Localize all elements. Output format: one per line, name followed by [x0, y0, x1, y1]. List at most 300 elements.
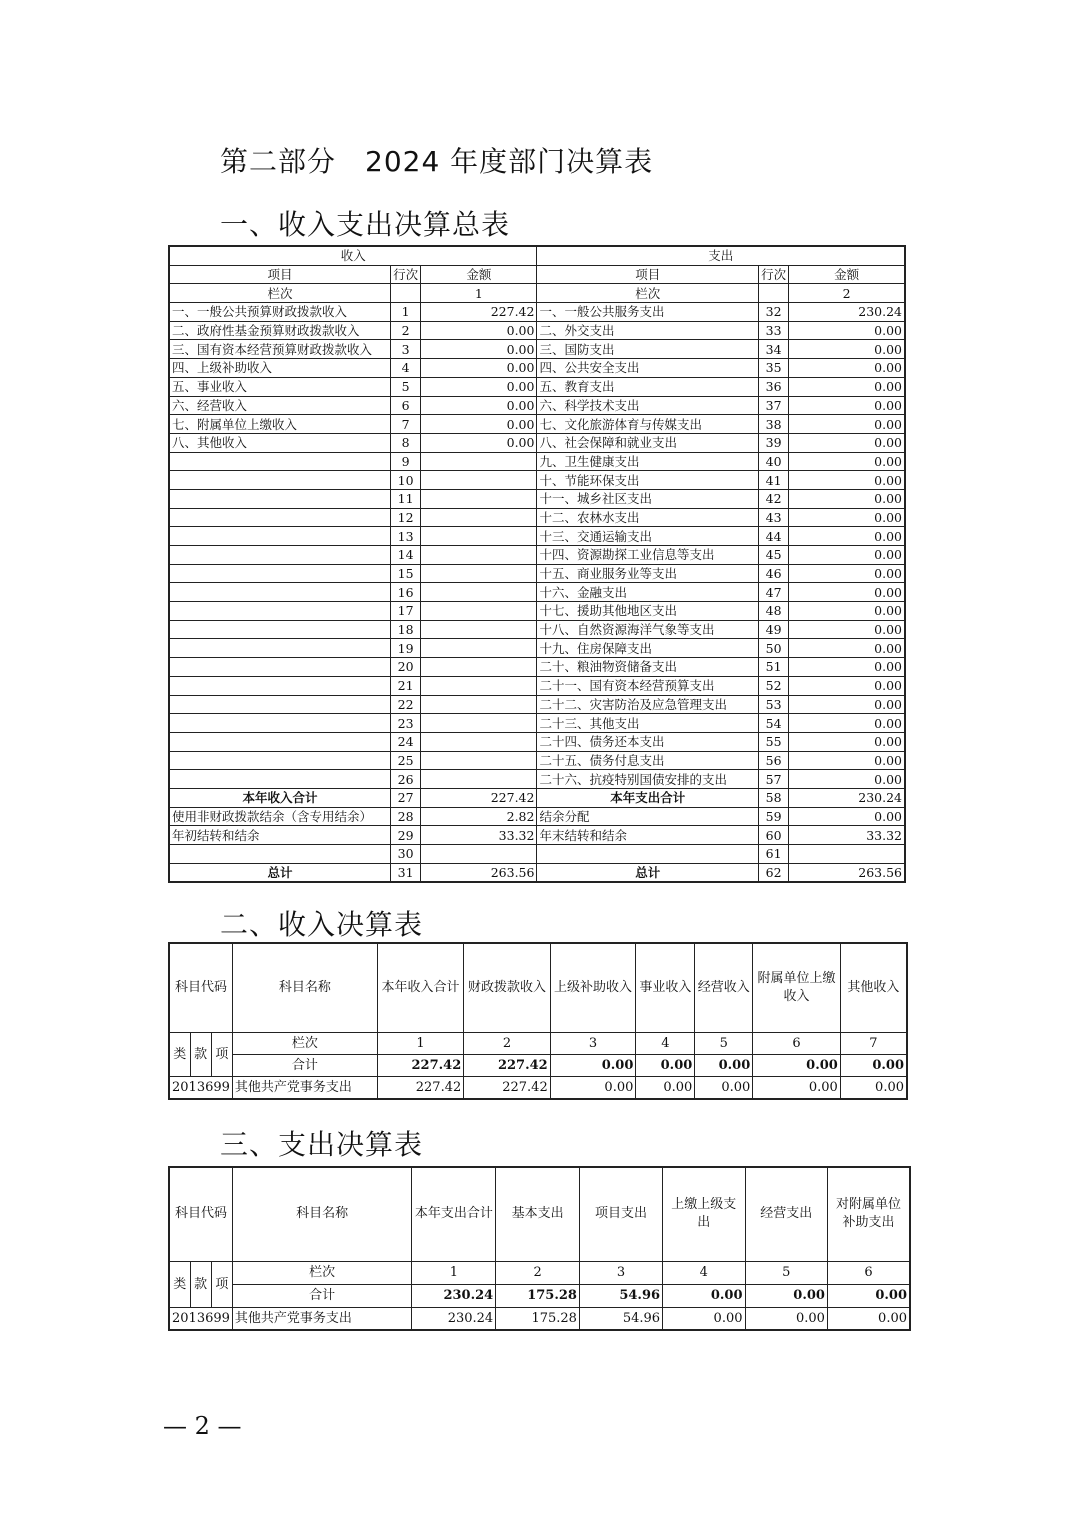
code-header: 科目代码	[169, 1167, 232, 1261]
row-code: 2013699	[169, 1307, 232, 1330]
summary-cell-ex-amt	[789, 845, 905, 864]
summary-cell-ex-item: 二、外交支出	[537, 321, 759, 340]
summary-cell-in-no: 14	[391, 546, 421, 565]
summary-cell-in-no: 10	[391, 471, 421, 490]
summary-cell-ex-no: 46	[759, 564, 789, 583]
summary-row	[169, 359, 905, 378]
col-lanci: 栏次	[169, 284, 391, 303]
col-amount: 金额	[421, 265, 537, 284]
summary-cell-in-item: 五、事业收入	[169, 377, 391, 396]
col-line: 行次	[391, 265, 421, 284]
row-value: 227.42	[464, 1077, 550, 1099]
col-item: 项目	[169, 265, 391, 284]
col-header: 附属单位上缴收入	[753, 943, 841, 1033]
summary-cell-ex-no: 62	[759, 863, 789, 882]
summary-cell-ex-amt: 0.00	[789, 359, 905, 378]
summary-cell-ex-amt: 0.00	[789, 639, 905, 658]
summary-cell-ex-item: 十一、城乡社区支出	[537, 489, 759, 508]
summary-cell-in-item: 六、经营收入	[169, 396, 391, 415]
summary-cell-ex-amt: 0.00	[789, 807, 905, 826]
row-value: 175.28	[496, 1307, 580, 1330]
summary-row	[169, 546, 905, 565]
summary-cell-in-no: 20	[391, 658, 421, 677]
summary-cell-ex-no: 44	[759, 527, 789, 546]
summary-cell-in-item	[169, 508, 391, 527]
summary-cell-ex-no: 54	[759, 714, 789, 733]
summary-cell-ex-amt: 0.00	[789, 714, 905, 733]
col-header: 经营支出	[745, 1167, 827, 1261]
col-header: 本年收入合计	[377, 943, 463, 1033]
summary-cell-ex-item: 十三、交通运输支出	[537, 527, 759, 546]
summary-cell-ex-amt: 0.00	[789, 546, 905, 565]
summary-cell-in-item: 三、国有资本经营预算财政拨款收入	[169, 340, 391, 359]
summary-cell-ex-item: 二十、粮油物资储备支出	[537, 658, 759, 677]
summary-cell-in-amt: 0.00	[421, 340, 537, 359]
summary-cell-ex-no: 41	[759, 471, 789, 490]
col-num: 5	[695, 1033, 753, 1055]
summary-cell-in-amt	[421, 695, 537, 714]
summary-cell-in-no: 5	[391, 377, 421, 396]
total-value: 0.00	[695, 1055, 753, 1077]
summary-cell-in-amt	[421, 583, 537, 602]
summary-cell-in-item: 八、其他收入	[169, 433, 391, 452]
summary-cell-ex-item: 十二、农林水支出	[537, 508, 759, 527]
income-header: 收入	[169, 246, 537, 265]
total-value: 230.24	[412, 1284, 496, 1307]
section2-title: 二、收入决算表	[220, 908, 424, 941]
summary-row	[169, 583, 905, 602]
summary-cell-in-no: 6	[391, 396, 421, 415]
summary-cell-in-amt: 0.00	[421, 321, 537, 340]
summary-cell-ex-amt: 0.00	[789, 471, 905, 490]
summary-cell-ex-amt: 0.00	[789, 452, 905, 471]
summary-cell-in-amt	[421, 471, 537, 490]
col-header: 上级补助收入	[550, 943, 636, 1033]
summary-cell-in-no: 24	[391, 732, 421, 751]
summary-cell-ex-item	[537, 845, 759, 864]
summary-row	[169, 303, 905, 322]
summary-cell-in-amt: 0.00	[421, 433, 537, 452]
summary-cell-ex-amt: 0.00	[789, 564, 905, 583]
summary-row	[169, 639, 905, 658]
total-label: 合计	[232, 1284, 412, 1307]
summary-cell-ex-item: 三、国防支出	[537, 340, 759, 359]
summary-cell-in-no: 13	[391, 527, 421, 546]
summary-cell-in-amt: 227.42	[421, 303, 537, 322]
summary-cell-ex-no: 57	[759, 770, 789, 789]
summary-cell-in-no: 28	[391, 807, 421, 826]
total-label: 合计	[232, 1055, 377, 1077]
summary-cell-ex-amt: 0.00	[789, 695, 905, 714]
summary-cell-in-item	[169, 845, 391, 864]
summary-row	[169, 695, 905, 714]
code-header: 科目代码	[169, 943, 232, 1033]
part-title: 第二部分 2024 年度部门决算表	[220, 145, 654, 178]
expense-final-table	[168, 1166, 911, 1331]
summary-row	[169, 602, 905, 621]
summary-cell-in-no: 18	[391, 620, 421, 639]
summary-cell-in-no: 29	[391, 826, 421, 845]
row-name: 其他共产党事务支出	[232, 1307, 412, 1330]
col-amount: 金额	[789, 265, 905, 284]
col-num: 1	[377, 1033, 463, 1055]
summary-cell-ex-amt: 0.00	[789, 433, 905, 452]
row-value: 230.24	[412, 1307, 496, 1330]
summary-cell-in-no: 15	[391, 564, 421, 583]
col-num: 4	[663, 1261, 745, 1284]
col-item: 项目	[537, 265, 759, 284]
summary-cell-ex-no: 39	[759, 433, 789, 452]
total-value: 227.42	[377, 1055, 463, 1077]
col-line: 行次	[759, 265, 789, 284]
summary-cell-ex-amt: 0.00	[789, 602, 905, 621]
income-expense-summary-table	[168, 245, 906, 883]
summary-cell-in-amt	[421, 452, 537, 471]
summary-cell-ex-amt: 0.00	[789, 508, 905, 527]
summary-cell-ex-amt: 0.00	[789, 321, 905, 340]
summary-cell-in-amt	[421, 714, 537, 733]
summary-cell-ex-no: 35	[759, 359, 789, 378]
summary-cell-in-amt	[421, 676, 537, 695]
summary-cell-ex-no: 53	[759, 695, 789, 714]
summary-cell-ex-no: 52	[759, 676, 789, 695]
total-value: 0.00	[745, 1284, 827, 1307]
col-num: 6	[827, 1261, 910, 1284]
summary-cell-ex-item: 二十一、国有资本经营预算支出	[537, 676, 759, 695]
row-code: 2013699	[169, 1077, 232, 1099]
summary-row	[169, 714, 905, 733]
row-name: 其他共产党事务支出	[232, 1077, 377, 1099]
summary-cell-ex-amt: 0.00	[789, 527, 905, 546]
summary-cell-ex-no: 59	[759, 807, 789, 826]
summary-row	[169, 377, 905, 396]
summary-row	[169, 508, 905, 527]
summary-cell-in-no: 27	[391, 788, 421, 807]
summary-cell-ex-item: 十八、自然资源海洋气象等支出	[537, 620, 759, 639]
col-num: 5	[745, 1261, 827, 1284]
summary-cell-in-amt	[421, 770, 537, 789]
summary-cell-in-item	[169, 658, 391, 677]
summary-cell-ex-item: 二十四、债务还本支出	[537, 732, 759, 751]
summary-cell-ex-item: 年末结转和结余	[537, 826, 759, 845]
summary-cell-ex-no: 50	[759, 639, 789, 658]
summary-cell-ex-amt: 0.00	[789, 377, 905, 396]
summary-cell-ex-amt: 0.00	[789, 620, 905, 639]
col-lanci: 栏次	[537, 284, 759, 303]
col-header: 上缴上级支出	[663, 1167, 745, 1261]
total-value: 227.42	[464, 1055, 550, 1077]
summary-cell-in-no: 8	[391, 433, 421, 452]
summary-cell-in-no: 3	[391, 340, 421, 359]
summary-row	[169, 751, 905, 770]
row-value: 0.00	[753, 1077, 841, 1099]
col-header: 经营收入	[695, 943, 753, 1033]
summary-cell-ex-item: 十五、商业服务业等支出	[537, 564, 759, 583]
summary-cell-in-item: 二、政府性基金预算财政拨款收入	[169, 321, 391, 340]
summary-cell-ex-amt: 0.00	[789, 751, 905, 770]
summary-cell-ex-item: 二十五、债务付息支出	[537, 751, 759, 770]
summary-cell-in-no: 23	[391, 714, 421, 733]
col-num: 7	[840, 1033, 907, 1055]
summary-cell-ex-no: 55	[759, 732, 789, 751]
summary-cell-in-amt: 0.00	[421, 415, 537, 434]
summary-cell-in-no: 4	[391, 359, 421, 378]
summary-cell-in-amt	[421, 639, 537, 658]
summary-cell-ex-item: 本年支出合计	[537, 788, 759, 807]
summary-cell-in-amt: 263.56	[421, 863, 537, 882]
kuan-header: 款	[190, 1261, 211, 1307]
lei-header: 类	[169, 1261, 190, 1307]
name-header: 科目名称	[232, 1167, 412, 1261]
summary-cell-in-no: 31	[391, 863, 421, 882]
summary-cell-in-no: 2	[391, 321, 421, 340]
summary-cell-in-amt: 33.32	[421, 826, 537, 845]
summary-cell-ex-amt: 0.00	[789, 658, 905, 677]
summary-row	[169, 452, 905, 471]
row-value: 0.00	[840, 1077, 907, 1099]
summary-cell-in-no: 25	[391, 751, 421, 770]
summary-cell-in-item	[169, 751, 391, 770]
section3-title: 三、支出决算表	[220, 1128, 424, 1161]
summary-cell-ex-item: 六、科学技术支出	[537, 396, 759, 415]
summary-cell-ex-no: 45	[759, 546, 789, 565]
summary-cell-in-no: 19	[391, 639, 421, 658]
summary-row	[169, 321, 905, 340]
income-final-table	[168, 942, 908, 1100]
summary-cell-in-amt	[421, 732, 537, 751]
summary-row	[169, 732, 905, 751]
summary-cell-ex-no: 60	[759, 826, 789, 845]
summary-cell-in-item	[169, 602, 391, 621]
summary-cell-in-no: 22	[391, 695, 421, 714]
section1-title: 一、收入支出决算总表	[220, 208, 511, 241]
total-value: 0.00	[550, 1055, 636, 1077]
summary-cell-ex-item: 十六、金融支出	[537, 583, 759, 602]
summary-row	[169, 845, 905, 864]
summary-cell-in-no: 12	[391, 508, 421, 527]
col-num: 2	[789, 284, 905, 303]
summary-cell-in-item	[169, 676, 391, 695]
col-header: 项目支出	[579, 1167, 662, 1261]
summary-cell-in-amt: 0.00	[421, 359, 537, 378]
row-value: 54.96	[579, 1307, 662, 1330]
summary-row	[169, 788, 905, 807]
col-num: 4	[636, 1033, 695, 1055]
summary-cell-ex-item: 十七、援助其他地区支出	[537, 602, 759, 621]
summary-cell-ex-amt: 263.56	[789, 863, 905, 882]
summary-cell-in-amt: 227.42	[421, 788, 537, 807]
summary-cell-ex-no: 38	[759, 415, 789, 434]
summary-cell-ex-item: 五、教育支出	[537, 377, 759, 396]
summary-cell-ex-item: 一、一般公共服务支出	[537, 303, 759, 322]
summary-row	[169, 489, 905, 508]
summary-row	[169, 770, 905, 789]
total-value: 0.00	[840, 1055, 907, 1077]
summary-cell-ex-item: 二十三、其他支出	[537, 714, 759, 733]
lanci-label: 栏次	[232, 1261, 412, 1284]
summary-cell-in-item	[169, 546, 391, 565]
summary-cell-in-amt	[421, 845, 537, 864]
expense-header: 支出	[537, 246, 905, 265]
summary-row	[169, 415, 905, 434]
summary-cell-in-amt	[421, 527, 537, 546]
summary-cell-in-item	[169, 770, 391, 789]
total-value: 0.00	[636, 1055, 695, 1077]
name-header: 科目名称	[232, 943, 377, 1033]
summary-cell-in-no: 17	[391, 602, 421, 621]
summary-cell-in-amt	[421, 751, 537, 770]
col-num: 1	[421, 284, 537, 303]
summary-cell-in-item: 一、一般公共预算财政拨款收入	[169, 303, 391, 322]
lanci-label: 栏次	[232, 1033, 377, 1055]
summary-cell-in-item: 本年收入合计	[169, 788, 391, 807]
row-value: 0.00	[550, 1077, 636, 1099]
kuan-header: 款	[190, 1033, 211, 1077]
summary-cell-in-no: 26	[391, 770, 421, 789]
summary-cell-in-item	[169, 639, 391, 658]
col-header: 其他收入	[840, 943, 907, 1033]
summary-cell-ex-amt: 0.00	[789, 396, 905, 415]
summary-cell-ex-amt: 0.00	[789, 732, 905, 751]
summary-row	[169, 471, 905, 490]
summary-row	[169, 620, 905, 639]
summary-cell-ex-item: 二十二、灾害防治及应急管理支出	[537, 695, 759, 714]
col-header: 基本支出	[496, 1167, 580, 1261]
summary-row	[169, 433, 905, 452]
row-value: 0.00	[695, 1077, 753, 1099]
summary-cell-ex-amt: 0.00	[789, 676, 905, 695]
summary-cell-in-item: 年初结转和结余	[169, 826, 391, 845]
col-num: 6	[753, 1033, 841, 1055]
summary-cell-ex-no: 48	[759, 602, 789, 621]
summary-cell-ex-item: 八、社会保障和就业支出	[537, 433, 759, 452]
summary-cell-in-amt: 0.00	[421, 396, 537, 415]
summary-cell-ex-no: 43	[759, 508, 789, 527]
summary-cell-ex-item: 结余分配	[537, 807, 759, 826]
summary-cell-in-amt	[421, 489, 537, 508]
summary-cell-in-amt	[421, 602, 537, 621]
summary-cell-in-item	[169, 527, 391, 546]
total-value: 54.96	[579, 1284, 662, 1307]
summary-cell-in-item: 七、附属单位上缴收入	[169, 415, 391, 434]
summary-cell-in-item	[169, 714, 391, 733]
summary-cell-ex-no: 33	[759, 321, 789, 340]
summary-cell-in-no: 9	[391, 452, 421, 471]
summary-cell-ex-amt: 0.00	[789, 770, 905, 789]
col-num: 1	[412, 1261, 496, 1284]
summary-cell-ex-no: 51	[759, 658, 789, 677]
summary-cell-ex-no: 49	[759, 620, 789, 639]
summary-cell-in-item	[169, 489, 391, 508]
summary-cell-ex-no: 42	[759, 489, 789, 508]
total-value: 0.00	[663, 1284, 745, 1307]
summary-cell-in-no: 11	[391, 489, 421, 508]
summary-cell-in-amt	[421, 564, 537, 583]
summary-cell-in-amt	[421, 508, 537, 527]
xiang-header: 项	[211, 1261, 232, 1307]
summary-cell-ex-no: 32	[759, 303, 789, 322]
summary-cell-in-item	[169, 732, 391, 751]
summary-cell-in-item	[169, 471, 391, 490]
summary-cell-in-amt	[421, 546, 537, 565]
xiang-header: 项	[211, 1033, 232, 1077]
summary-cell-ex-item: 十四、资源勘探工业信息等支出	[537, 546, 759, 565]
col-num: 2	[464, 1033, 550, 1055]
summary-row	[169, 527, 905, 546]
summary-cell-ex-no: 40	[759, 452, 789, 471]
summary-cell-ex-amt: 33.32	[789, 826, 905, 845]
summary-cell-in-amt	[421, 658, 537, 677]
total-value: 175.28	[496, 1284, 580, 1307]
summary-row	[169, 658, 905, 677]
summary-cell-in-item	[169, 620, 391, 639]
summary-cell-in-item: 四、上级补助收入	[169, 359, 391, 378]
summary-cell-ex-no: 58	[759, 788, 789, 807]
summary-cell-in-item	[169, 695, 391, 714]
row-value: 0.00	[745, 1307, 827, 1330]
summary-row	[169, 340, 905, 359]
col-num: 3	[550, 1033, 636, 1055]
summary-cell-in-item	[169, 583, 391, 602]
summary-cell-ex-no: 56	[759, 751, 789, 770]
summary-row	[169, 863, 905, 882]
summary-cell-ex-item: 九、卫生健康支出	[537, 452, 759, 471]
summary-cell-ex-item: 二十六、抗疫特别国债安排的支出	[537, 770, 759, 789]
row-value: 0.00	[827, 1307, 910, 1330]
col-num: 3	[579, 1261, 662, 1284]
summary-cell-in-amt: 0.00	[421, 377, 537, 396]
summary-cell-ex-item: 四、公共安全支出	[537, 359, 759, 378]
summary-row	[169, 396, 905, 415]
summary-cell-in-no: 30	[391, 845, 421, 864]
summary-cell-ex-no: 36	[759, 377, 789, 396]
summary-cell-in-no: 7	[391, 415, 421, 434]
summary-cell-ex-amt: 230.24	[789, 788, 905, 807]
summary-cell-in-no: 16	[391, 583, 421, 602]
summary-cell-ex-no: 61	[759, 845, 789, 864]
summary-cell-in-item: 总计	[169, 863, 391, 882]
lei-header: 类	[169, 1033, 190, 1077]
col-header: 本年支出合计	[412, 1167, 496, 1261]
col-num: 2	[496, 1261, 580, 1284]
summary-cell-ex-item: 总计	[537, 863, 759, 882]
summary-cell-ex-item: 七、文化旅游体育与传媒支出	[537, 415, 759, 434]
col-header: 财政拨款收入	[464, 943, 550, 1033]
summary-cell-in-amt: 2.82	[421, 807, 537, 826]
row-value: 0.00	[636, 1077, 695, 1099]
total-value: 0.00	[827, 1284, 910, 1307]
summary-cell-ex-item: 十九、住房保障支出	[537, 639, 759, 658]
summary-cell-in-item	[169, 452, 391, 471]
summary-row	[169, 807, 905, 826]
total-value: 0.00	[753, 1055, 841, 1077]
summary-row	[169, 564, 905, 583]
summary-cell-ex-item: 十、节能环保支出	[537, 471, 759, 490]
summary-cell-in-item: 使用非财政拨款结余（含专用结余）	[169, 807, 391, 826]
summary-cell-ex-amt: 0.00	[789, 415, 905, 434]
summary-row	[169, 826, 905, 845]
row-value: 0.00	[663, 1307, 745, 1330]
summary-cell-ex-no: 47	[759, 583, 789, 602]
summary-cell-ex-no: 34	[759, 340, 789, 359]
summary-cell-ex-amt: 0.00	[789, 340, 905, 359]
summary-cell-in-item	[169, 564, 391, 583]
summary-cell-ex-amt: 0.00	[789, 583, 905, 602]
summary-cell-ex-amt: 230.24	[789, 303, 905, 322]
summary-cell-in-no: 1	[391, 303, 421, 322]
row-value: 227.42	[377, 1077, 463, 1099]
summary-cell-ex-no: 37	[759, 396, 789, 415]
